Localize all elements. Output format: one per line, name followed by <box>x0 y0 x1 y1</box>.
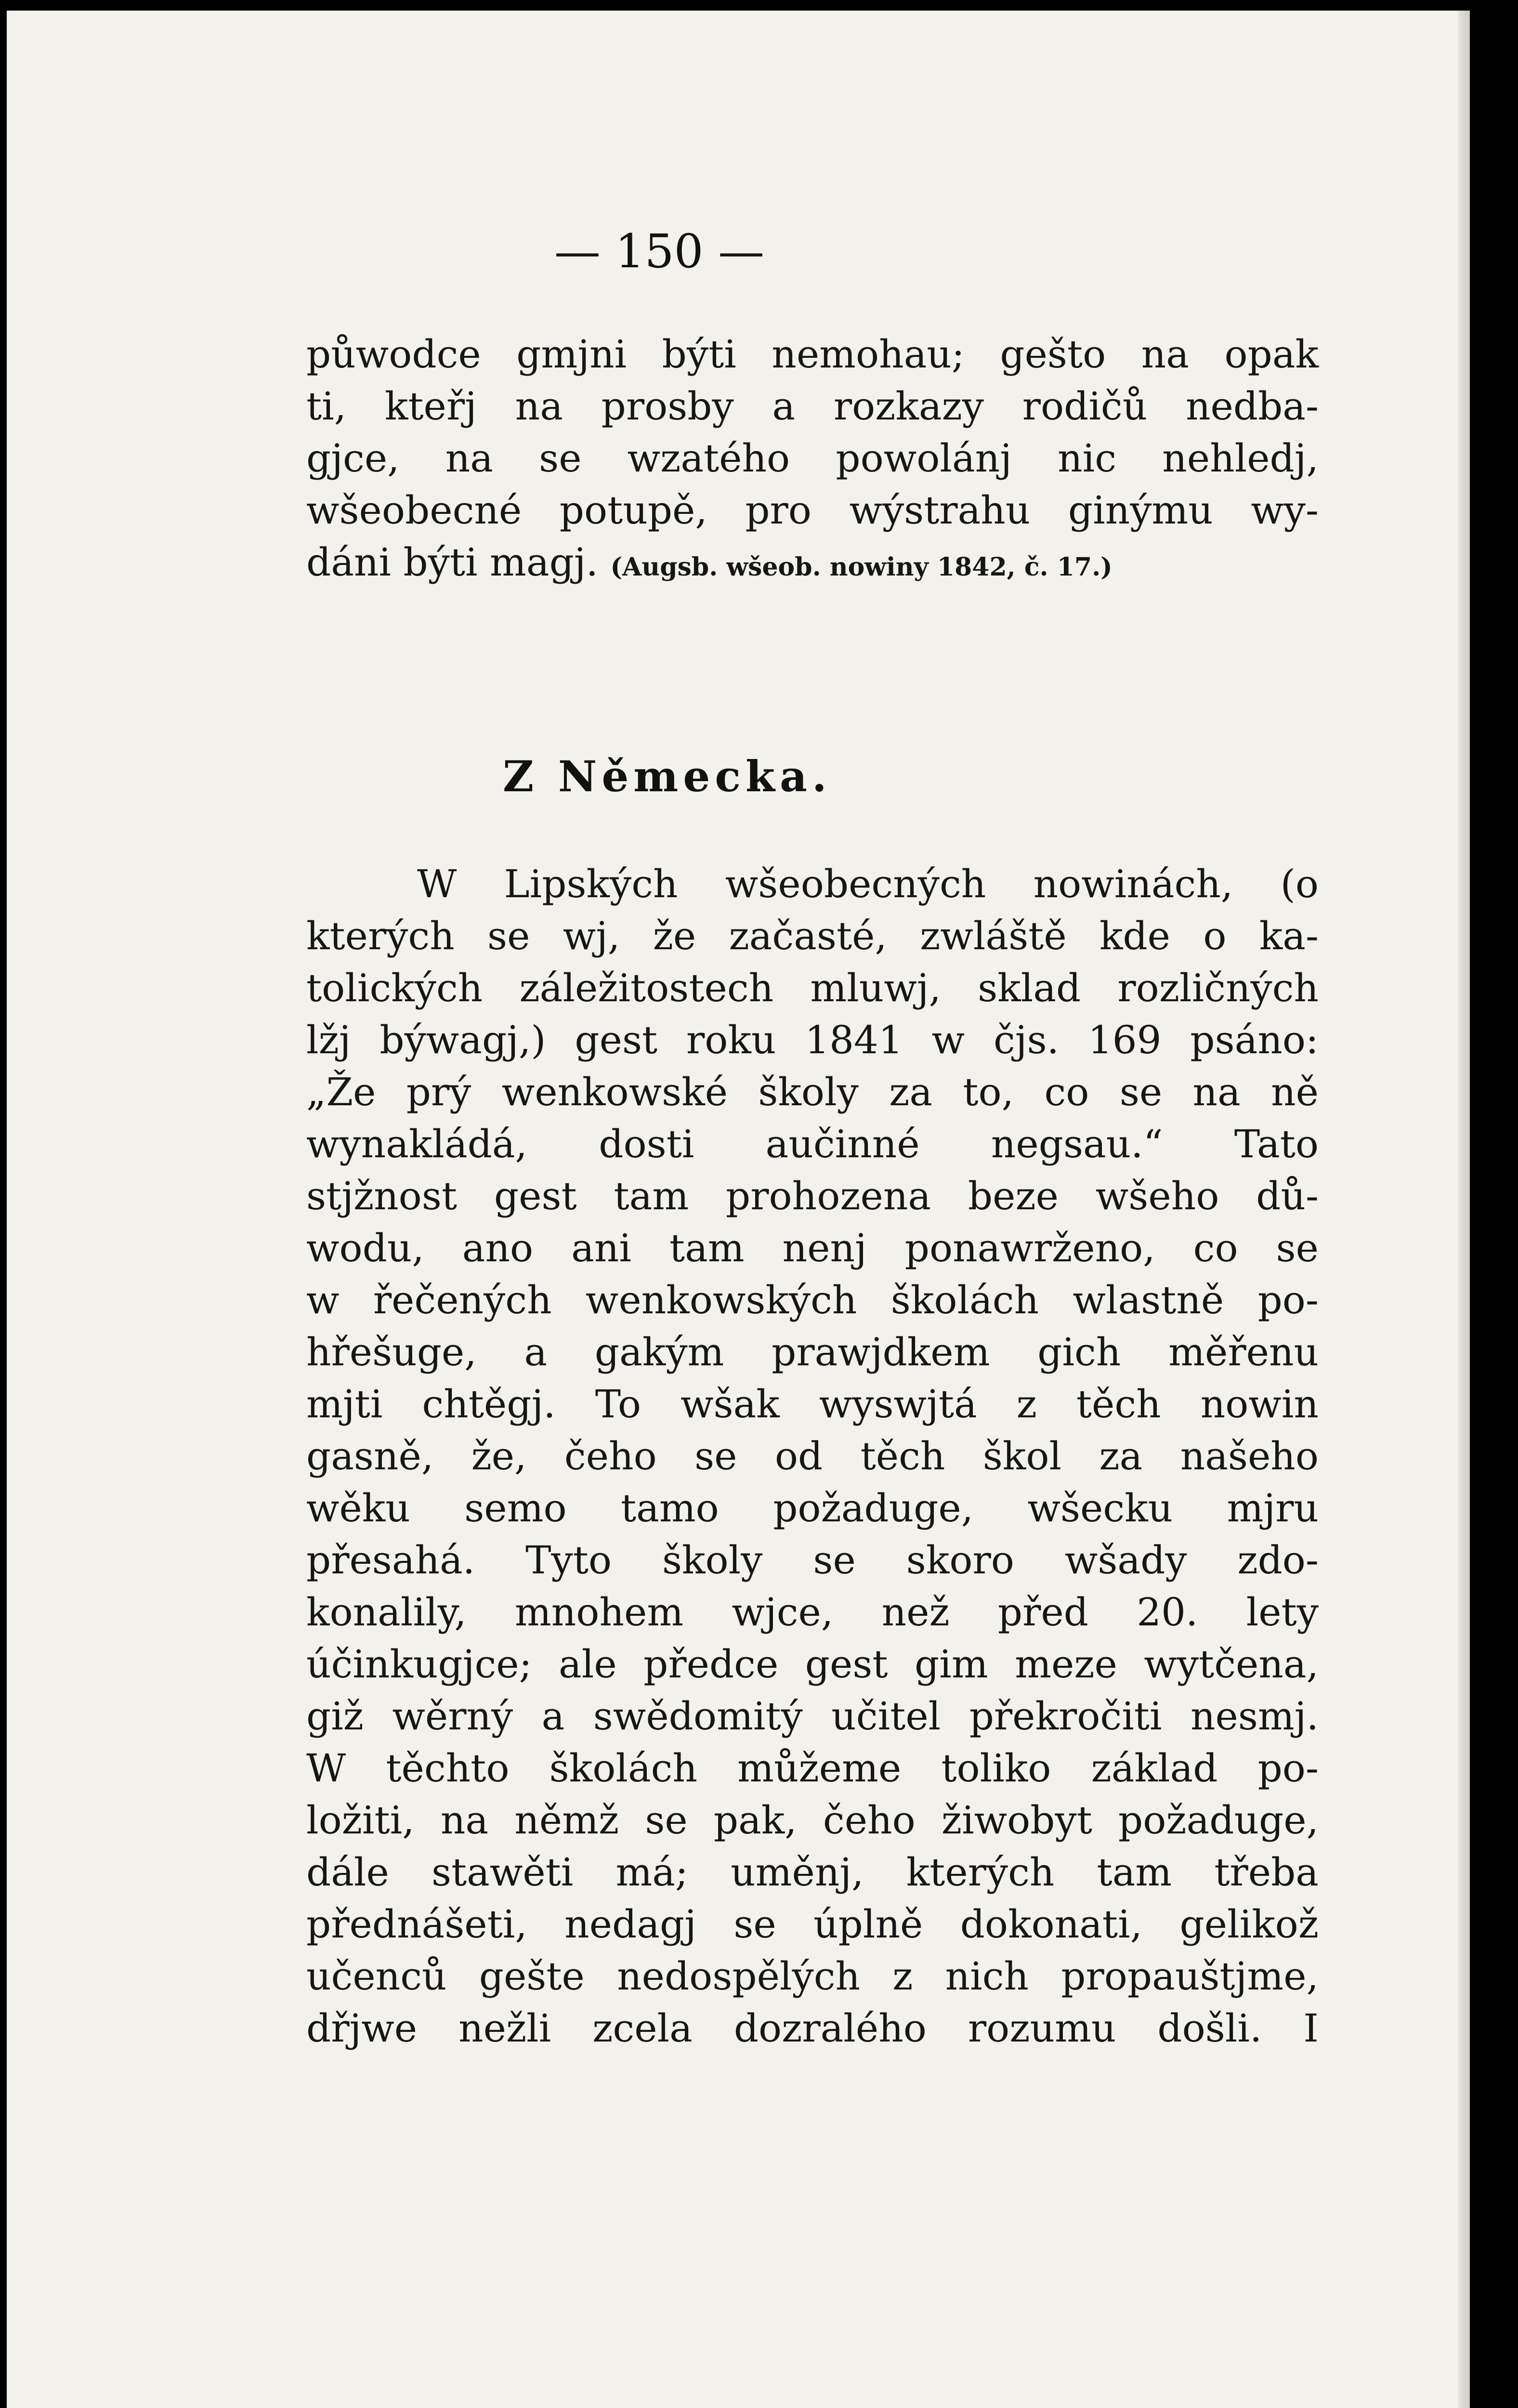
text-line: hřešuge, a gakým prawjdkem gich měřenu <box>306 1330 1319 1374</box>
page-number: — 150 — <box>554 224 765 278</box>
text-line: tolických záležitostech mluwj, sklad rozličných <box>306 966 1319 1010</box>
main-paragraph <box>306 858 1319 2055</box>
text-line-with-citation <box>306 537 1319 589</box>
text-line: stjžnost gest tam prohozena beze wšeho dů- <box>306 1174 1319 1218</box>
text-line: W Lipských wšeobecných nowinách, (o <box>417 862 1319 906</box>
text-line: gasně, že, čeho se od těch škol za našeho <box>306 1434 1319 1479</box>
text-line: účinkugjce; ale předce gest gim meze wytčena, <box>306 1642 1319 1687</box>
text-line: wodu, ano ani tam nenj ponawrženo, co se <box>306 1226 1319 1270</box>
text-line: dřjwe nežli zcela dozralého rozumu došli. I <box>306 2006 1319 2051</box>
text-line: „Že prý wenkowské školy za to, co se na ně <box>306 1070 1319 1114</box>
text-line: konalily, mnohem wjce, než před 20. lety <box>306 1590 1319 1635</box>
text-line: dále stawěti má; uměnj, kterých tam třeba <box>306 1850 1319 1895</box>
text-line: ložiti, na němž se pak, čeho žiwobyt požaduge, <box>306 1798 1319 1843</box>
text-line: přednášeti, nedagj se úplně dokonati, gelikož <box>306 1902 1319 1947</box>
text-line: w řečených wenkowských školách wlastně po- <box>306 1278 1319 1322</box>
text-line: W těchto školách můžeme toliko základ po- <box>306 1746 1319 1791</box>
book-page <box>7 11 1470 2408</box>
text-line: dáni býti magj. <box>306 540 599 585</box>
text-line: učenců gešte nedospělých z nich propauštjme, <box>306 1954 1319 1999</box>
text-line: wynakládá, dosti aučinné negsau.“ Tato <box>306 1122 1319 1166</box>
text-line: přesahá. Tyto školy se skoro wšady zdo- <box>306 1538 1319 1583</box>
intro-paragraph <box>306 328 1319 589</box>
text-line: půwodce gmjni býti nemohau; gešto na opak <box>306 332 1319 377</box>
page-edge <box>1458 11 1470 2408</box>
text-line: mjti chtěgj. To wšak wyswjtá z těch nowin <box>306 1382 1319 1426</box>
section-heading: Z Německa. <box>503 751 832 801</box>
text-line: ti, kteřj na prosby a rozkazy rodičů nedba- <box>306 384 1319 429</box>
citation: (Augsb. wšeob. nowiny 1842, č. 17.) <box>610 552 1112 582</box>
text-line: kterých se wj, že začasté, zwláště kde o ka- <box>306 914 1319 958</box>
text-line: wšeobecné potupě, pro wýstrahu ginýmu wy- <box>306 488 1319 533</box>
text-line: giž wěrný a swědomitý učitel překročiti nesmj. <box>306 1694 1319 1739</box>
text-line: lžj býwagj,) gest roku 1841 w čjs. 169 psáno: <box>306 1018 1319 1062</box>
text-line: gjce, na se wzatého powolánj nic nehledj, <box>306 436 1319 481</box>
text-line: wěku semo tamo požaduge, wšecku mjru <box>306 1486 1319 1531</box>
